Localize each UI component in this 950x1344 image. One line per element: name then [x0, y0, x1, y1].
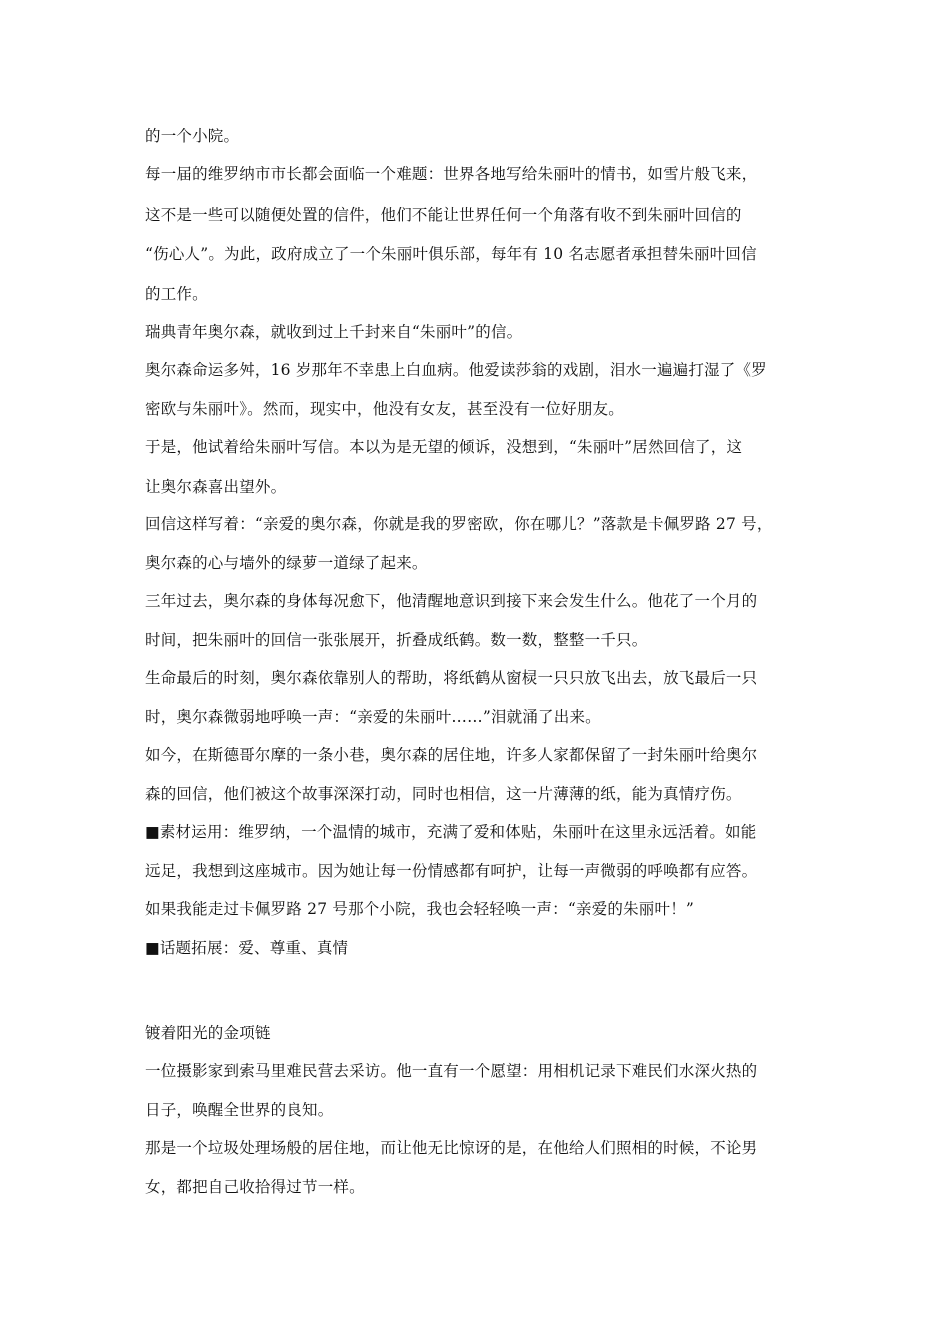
text-line: ■话题拓展：爱、尊重、真情	[145, 939, 349, 957]
text-line: 奥尔森命运多舛，16 岁那年不幸患上白血病。他爱读莎翁的戏剧，泪水一遍遍打湿了《罗	[145, 361, 767, 379]
text-line: 的一个小院。	[145, 127, 240, 145]
text-line: 回信这样写着：“亲爱的奥尔森，你就是我的罗密欧，你在哪儿？”落款是卡佩罗路 27 号，	[145, 515, 773, 533]
text-line: 于是，他试着给朱丽叶写信。本以为是无望的倾诉，没想到，“朱丽叶”居然回信了，这	[145, 438, 743, 456]
text-line: 每一届的维罗纳市市长都会面临一个难题：世界各地写给朱丽叶的情书，如雪片般飞来，	[145, 165, 758, 183]
text-line: 时，奥尔森微弱地呼唤一声：“亲爱的朱丽叶……”泪就涌了出来。	[145, 708, 601, 726]
text-line: 奥尔森的心与墙外的绿萝一道绿了起来。	[145, 554, 428, 572]
text-line: 一位摄影家到索马里难民营去采访。他一直有一个愿望：用相机记录下难民们水深火热的	[145, 1062, 758, 1080]
text-line: 这不是一些可以随便处置的信件，他们不能让世界任何一个角落有收不到朱丽叶回信的	[145, 206, 742, 224]
text-line: 日子，唤醒全世界的良知。	[145, 1101, 334, 1119]
text-line: 密欧与朱丽叶》。然而，现实中，他没有女友，甚至没有一位好朋友。	[145, 400, 624, 418]
text-line: 让奥尔森喜出望外。	[145, 478, 287, 496]
text-line: 如今，在斯德哥尔摩的一条小巷，奥尔森的居住地，许多人家都保留了一封朱丽叶给奥尔	[145, 746, 758, 764]
text-line: 三年过去，奥尔森的身体每况愈下，他清醒地意识到接下来会发生什么。他花了一个月的	[145, 592, 758, 610]
text-line: 森的回信，他们被这个故事深深打动，同时也相信，这一片薄薄的纸，能为真情疗伤。	[145, 785, 742, 803]
text-line: 远足，我想到这座城市。因为她让每一份情感都有呵护，让每一声微弱的呼唤都有应答。	[145, 862, 758, 880]
text-line: “伤心人”。为此，政府成立了一个朱丽叶俱乐部，每年有 10 名志愿者承担替朱丽叶回信	[145, 245, 757, 263]
text-line: 那是一个垃圾处理场般的居住地，而让他无比惊讶的是，在他给人们照相的时候，不论男	[145, 1139, 758, 1157]
text-line: 女，都把自己收拾得过节一样。	[145, 1178, 365, 1196]
text-line: 如果我能走过卡佩罗路 27 号那个小院，我也会轻轻唤一声：“亲爱的朱丽叶！”	[145, 900, 695, 918]
text-line: 生命最后的时刻，奥尔森依靠别人的帮助，将纸鹤从窗棂一只只放飞出去，放飞最后一只	[145, 669, 758, 687]
text-line: 的工作。	[145, 285, 208, 303]
section-title: 镀着阳光的金项链	[145, 1024, 271, 1042]
text-line: ■素材运用：维罗纳，一个温情的城市，充满了爱和体贴，朱丽叶在这里永远活着。如能	[145, 823, 757, 841]
text-line: 瑞典青年奥尔森，就收到过上千封来自“朱丽叶”的信。	[145, 323, 523, 341]
text-line: 时间，把朱丽叶的回信一张张展开，折叠成纸鹤。数一数，整整一千只。	[145, 631, 648, 649]
